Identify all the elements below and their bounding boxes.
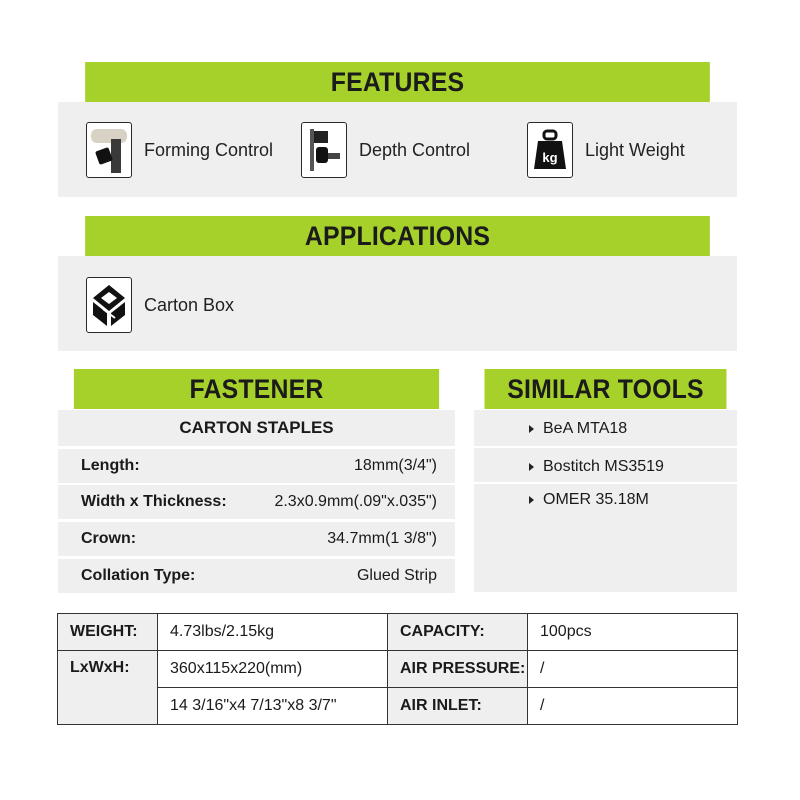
row-value: 18mm(3/4") bbox=[353, 457, 437, 474]
fastener-row-width-thickness bbox=[58, 485, 455, 519]
kg-weight-icon bbox=[527, 122, 573, 178]
row-key: Collation Type: bbox=[81, 567, 196, 584]
similar-tool-label: Bostitch MS3519 bbox=[543, 458, 664, 475]
fastener-subtitle: CARTON STAPLES bbox=[58, 410, 455, 446]
dimensions-imperial-value: 14 3/16"x4 7/13"x8 3/7" bbox=[158, 688, 388, 725]
similar-tool-label: OMER 35.18M bbox=[543, 491, 649, 508]
row-value: 2.3x0.9mm(.09"x.035") bbox=[274, 493, 437, 510]
weight-label: WEIGHT: bbox=[58, 614, 158, 651]
similar-tools-header: SIMILAR TOOLS bbox=[485, 369, 727, 409]
feature-label: Light Weight bbox=[585, 139, 685, 160]
dimensions-label: LxWxH: bbox=[58, 651, 158, 725]
similar-divider bbox=[474, 446, 737, 448]
row-value: Glued Strip bbox=[356, 567, 437, 584]
table-row bbox=[58, 688, 738, 725]
feature-depth-control bbox=[301, 122, 470, 178]
arrow-right-icon bbox=[529, 496, 534, 504]
fastener-row-length bbox=[58, 449, 455, 483]
air-pressure-value: / bbox=[528, 651, 738, 688]
weight-value: 4.73lbs/2.15kg bbox=[158, 614, 388, 651]
carton-box-icon bbox=[86, 277, 132, 333]
row-key: Width x Thickness: bbox=[81, 493, 227, 510]
arrow-right-icon bbox=[529, 463, 534, 471]
dimensions-metric-value: 360x115x220(mm) bbox=[158, 651, 388, 688]
feature-label: Forming Control bbox=[144, 139, 274, 160]
svg-text:kg: kg bbox=[542, 150, 558, 165]
row-key: Crown: bbox=[81, 530, 137, 547]
similar-tool-label: BeA MTA18 bbox=[543, 420, 628, 437]
similar-tool-item bbox=[474, 456, 737, 478]
arrow-right-icon bbox=[529, 425, 534, 433]
features-header: FEATURES bbox=[85, 62, 710, 102]
forming-control-icon bbox=[86, 122, 132, 178]
fastener-row-crown bbox=[58, 522, 455, 556]
air-inlet-label: AIR INLET: bbox=[388, 688, 528, 725]
similar-tool-item bbox=[474, 418, 737, 440]
application-carton-box bbox=[86, 277, 234, 333]
similar-divider bbox=[474, 482, 737, 484]
fastener-header: FASTENER bbox=[74, 369, 439, 409]
row-value: 34.7mm(1 3/8") bbox=[327, 530, 437, 547]
application-label: Carton Box bbox=[144, 294, 235, 315]
table-row bbox=[58, 651, 738, 688]
air-pressure-label: AIR PRESSURE: bbox=[388, 651, 528, 688]
table-row bbox=[58, 614, 738, 651]
row-key: Length: bbox=[81, 457, 140, 474]
applications-header: APPLICATIONS bbox=[85, 216, 710, 256]
feature-forming-control bbox=[86, 122, 273, 178]
feature-light-weight bbox=[527, 122, 685, 178]
fastener-row-collation-type bbox=[58, 559, 455, 593]
feature-label: Depth Control bbox=[359, 139, 471, 160]
spec-table bbox=[57, 613, 738, 725]
capacity-value: 100pcs bbox=[528, 614, 738, 651]
air-inlet-value: / bbox=[528, 688, 738, 725]
similar-tool-item bbox=[474, 489, 737, 511]
capacity-label: CAPACITY: bbox=[388, 614, 528, 651]
depth-control-icon bbox=[301, 122, 347, 178]
